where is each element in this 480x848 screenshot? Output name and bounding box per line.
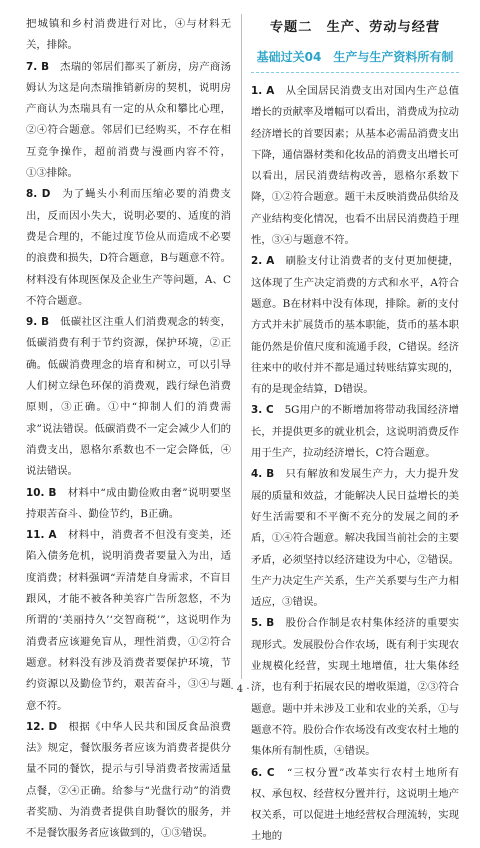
answer-paragraph — [251, 464, 459, 613]
answer-text: 股份合作制是农村集体经济的重要实现形式。发展股份合作农场，既有利于实现农业规模化经营，实现土地增值，壮大集体经济，也有利于拓展农民的增收渠道，②③符合题意。题中并未涉及工业和农业的关系，①与题意不符。股份合作农场没有改变农村土地的集体所有制性质，④错误。 — [251, 617, 460, 758]
answer-paragraph — [26, 57, 231, 185]
answer-number: 12. D — [26, 720, 58, 733]
answer-paragraph — [251, 81, 459, 251]
answer-number: 11. A — [26, 529, 57, 542]
answer-number: 7. B — [26, 60, 50, 73]
answer-text: 根据《中华人民共和国反食品浪费法》规定，餐饮服务者应该为消费者提供分量不同的餐饮，提示与引导消费者按需适量点餐，②④正确。给参与“光盘行动”的消费者奖励、为消费者提供自助餐饮的服务，并不是餐饮服务者应该做到的，①③错误。 — [26, 720, 232, 840]
answer-text: 只有解放和发展生产力，大力提升发展的质量和效益，才能解决人民日益增长的美好生活需要和不平衡不充分的发展之间的矛盾，①④符合题意。解决我国当前社会的主要矛盾，必须坚持以经济建设为中心，②错误。生产力决定生产关系，生产关系要与生产力相适应，③错误。 — [251, 468, 460, 609]
column-divider — [241, 14, 242, 679]
answer-number: 10. B — [26, 486, 57, 499]
answer-text: 材料中“成由勤俭败由奢”说明要坚持艰苦奋斗、勤俭节约，B正确。 — [26, 486, 231, 520]
answer-number: 3. C — [251, 404, 274, 417]
answer-text: 刷脸支付让消费者的支付更加便捷，这体现了生产决定消费的方式和水平，A符合题意。B在材料中没有体现，排除。新的支付方式并未扩展货币的基本职能，货币的基本职能仍然是价值尺度和流通手段，C错误。经济往来中的收付并不都是通过转账结算实现的，有的是现金结算，D错误。 — [251, 255, 460, 396]
answer-text: 为了蝇头小利而压缩必要的消费支出，反而因小失大，说明必要的、适度的消费是合理的，不能过度节俭从而造成不必要的浪费和损失，D符合题意，B与题意不符。材料没有体现医保及企业生产等问题，A、C不符合题意。 — [26, 188, 232, 307]
chapter-title: 专题二 生产、劳动与经营 — [269, 20, 441, 35]
answer-paragraph — [26, 14, 231, 57]
answer-text: “三权分置”改革实行农村土地所有权、承包权、经营权分置并行，这说明土地产权关系，可以促进土地经营权合理流转，实现土地的 — [251, 766, 460, 843]
answer-number: 8. D — [26, 188, 51, 201]
answer-paragraph — [251, 763, 459, 848]
answer-number: 9. B — [26, 316, 50, 329]
answer-number: 6. C — [251, 766, 275, 779]
answer-text: 把城镇和乡村消费进行对比，④与材料无关，排除。 — [26, 18, 231, 52]
answer-paragraph — [26, 717, 231, 845]
answer-text: 低碳社区注重人们消费观念的转变，低碳消费有利于节约资源，保护环境，②正确。低碳消费理念的培育和树立，可以引导人们树立绿色环保的消费观，践行绿色消费原则，③正确。①中“抑制人们的消费需求”说法错误。低碳消费不一定会减少人们的消费支出，恩格尔系数也不一定会降低，④说法错误。 — [26, 316, 232, 478]
answer-text: 从全国居民消费支出对国内生产总值增长的贡献率及增幅可以看出，消费成为拉动经济增长的首要因素；从基本必需品消费支出下降，通信器材类和化妆品的消费支出增长可以看出，居民消费结构改善，恩格尔系数下降，①②符合题意。题干未反映消费品供给及产业结构变化情况，也看不出居民消费趋于理性，③④与题意不符。 — [251, 85, 460, 247]
answer-text: 材料中，消费者不但没有变美，还陷入债务危机，说明消费者要量入为出，适度消费；材料强调“弄清楚自身需求，不盲目跟风，才能不被各种美容广告所忽悠，不为所谓的‘美丽持久’‘交智商税’”，这说明作为消费者应该避免盲从，理性消费，①②符合题意。材料没有涉及消费者要保护环境，节约资源以及勤俭节约，艰苦奋斗，③④与题意不符。 — [26, 529, 231, 712]
page-number: · 4 · — [230, 684, 250, 695]
answer-text: 5G用户的不断增加将带动我国经济增长，并提供更多的就业机会，这说明消费反作用于生产，拉动经济增长，C符合题意。 — [251, 404, 460, 460]
left-column — [26, 14, 231, 845]
answer-text: 杰瑞的邻居们都买了新房，房产商汤姆认为这是向杰瑞推销新房的契机，说明房产商认为杰瑞具有一定的从众和攀比心理，②④符合题意。邻居们已经购买，不存在相互竞争操作，超前消费与漫画内容不符，①③排除。 — [26, 60, 232, 180]
answer-number: 1. A — [251, 85, 275, 97]
right-column — [251, 14, 459, 848]
answer-number: 2. A — [251, 255, 275, 268]
section-title: 基础过关04 生产与生产资料所有制 — [251, 42, 459, 73]
right-answers — [251, 81, 459, 848]
answer-paragraph — [251, 400, 459, 464]
answer-number: 4. B — [251, 468, 275, 481]
answer-paragraph — [26, 312, 231, 482]
answer-paragraph — [251, 251, 459, 400]
answer-paragraph — [26, 184, 231, 312]
answer-number: 5. B — [251, 617, 275, 630]
answer-paragraph — [26, 483, 231, 526]
